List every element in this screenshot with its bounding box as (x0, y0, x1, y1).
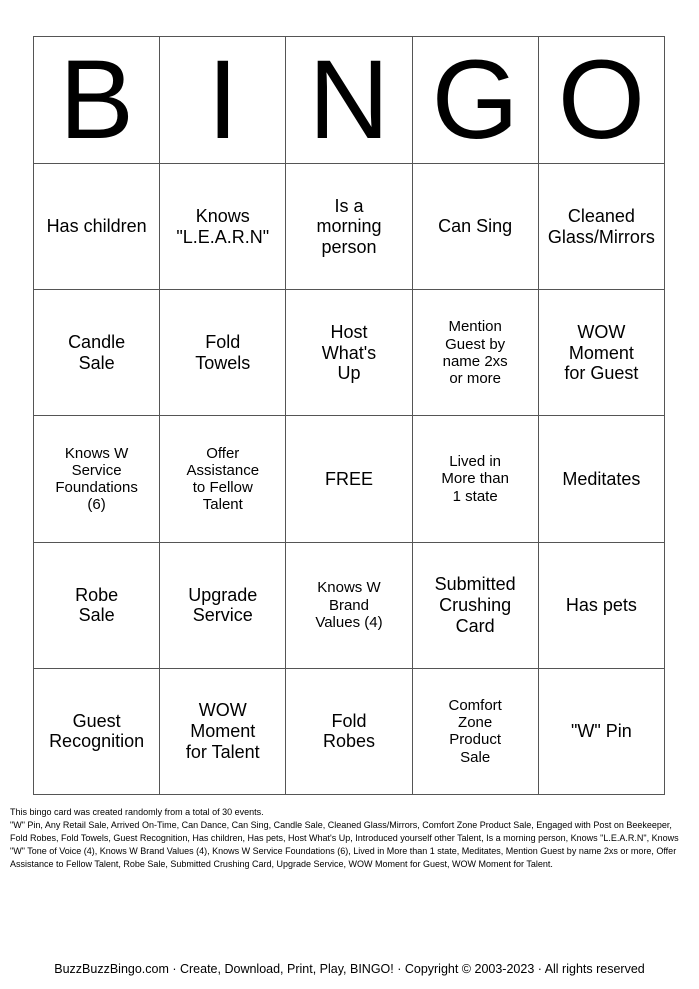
cell-text: Has pets (565, 594, 637, 615)
bingo-cell (538, 542, 664, 668)
cell-text: Fold Towels (195, 332, 251, 373)
header-letter-g: G (412, 37, 538, 164)
bingo-cell (160, 668, 286, 794)
bingo-cell (160, 164, 286, 290)
cell-text: Lived in More than 1 state (441, 453, 509, 505)
copyright-line: BuzzBuzzBingo.com · Create, Download, Print, Play, BINGO! · Copyright © 2003-2023 · All rights reserved (54, 962, 645, 976)
cell-text: Offer Assistance to Fellow Talent (186, 444, 260, 514)
cell-text: Fold Robes (322, 710, 375, 752)
bingo-cell (286, 668, 412, 794)
card-footer (10, 806, 690, 871)
bingo-card (33, 36, 665, 795)
bingo-cell (412, 290, 538, 416)
bingo-cell (538, 290, 664, 416)
bingo-cell (34, 542, 160, 668)
cell-text: Meditates (562, 468, 641, 489)
header-letter-i: I (160, 37, 286, 164)
bingo-cell-free (286, 416, 412, 542)
header-letter-n: N (286, 37, 412, 164)
footer-intro: This bingo card was created randomly from a total of 30 events. (10, 807, 264, 817)
footer-event-list: "W" Pin, Any Retail Sale, Arrived On-Time, Can Dance, Can Sing, Candle Sale, Cleaned Glass/Mirrors, Comfort Zone Product Sale, Engaged with Post on Beekeeper, Fold Robes, Fold Towels, Guest Recognition, Has children, Has pets, Host What's Up, Introduced yourself other Talent, Is a morning person, Knows "L.E.A.R.N", Knows "W" Tone of Voice (4), Knows W Brand Values (4), Knows W Service Foundations (6), Lived in More than 1 state, Meditates, Mention Guest by name 2xs or more, Offer Assistance to Fellow Talent, Robe Sale, Submitted Crushing Card, Upgrade Service, WOW Moment for Guest, WOW Moment for Talent. (10, 820, 679, 869)
cell-text: Mention Guest by name 2xs or more (442, 318, 508, 388)
bingo-row-1 (34, 164, 665, 290)
cell-text: "W" Pin (570, 721, 632, 742)
cell-text: Is a morning person (316, 195, 382, 258)
header-letter-b: B (34, 37, 160, 164)
bingo-cell (538, 164, 664, 290)
bingo-cell (34, 164, 160, 290)
cell-text: Robe Sale (75, 584, 119, 626)
bingo-header-row (34, 37, 665, 164)
bingo-cell (34, 668, 160, 794)
cell-text: Can Sing (438, 216, 513, 237)
bingo-row-5 (34, 668, 665, 794)
bingo-cell (412, 416, 538, 542)
bingo-row-4 (34, 542, 665, 668)
bingo-cell (412, 542, 538, 668)
bingo-cell (160, 542, 286, 668)
cell-text: Cleaned Glass/Mirrors (547, 206, 655, 247)
cell-text: Upgrade Service (188, 584, 258, 626)
bingo-cell (34, 416, 160, 542)
cell-text: Comfort Zone Product Sale (448, 696, 502, 766)
bingo-cell (34, 290, 160, 416)
cell-text: Knows "L.E.A.R.N" (176, 206, 270, 247)
cell-text: Guest Recognition (49, 710, 145, 752)
bingo-cell (286, 290, 412, 416)
bingo-row-3 (34, 416, 665, 542)
cell-text: Knows W Brand Values (4) (315, 579, 383, 631)
bingo-cell (412, 164, 538, 290)
bingo-cell (412, 668, 538, 794)
bingo-cell (286, 542, 412, 668)
cell-text: WOW Moment for Guest (564, 321, 639, 384)
cell-text: Knows W Service Foundations (6) (55, 444, 138, 514)
header-letter-o: O (538, 37, 664, 164)
cell-text: Candle Sale (68, 332, 126, 373)
cell-text: Host What's Up (321, 321, 377, 384)
bingo-cell (538, 668, 664, 794)
bingo-cell (160, 290, 286, 416)
bingo-cell (160, 416, 286, 542)
bingo-row-2 (34, 290, 665, 416)
bingo-cell (538, 416, 664, 542)
bingo-cell (286, 164, 412, 290)
cell-text: FREE (324, 468, 373, 489)
cell-text: WOW Moment for Talent (185, 700, 260, 762)
cell-text: Submitted Crushing Card (434, 574, 516, 636)
cell-text: Has children (46, 216, 147, 237)
